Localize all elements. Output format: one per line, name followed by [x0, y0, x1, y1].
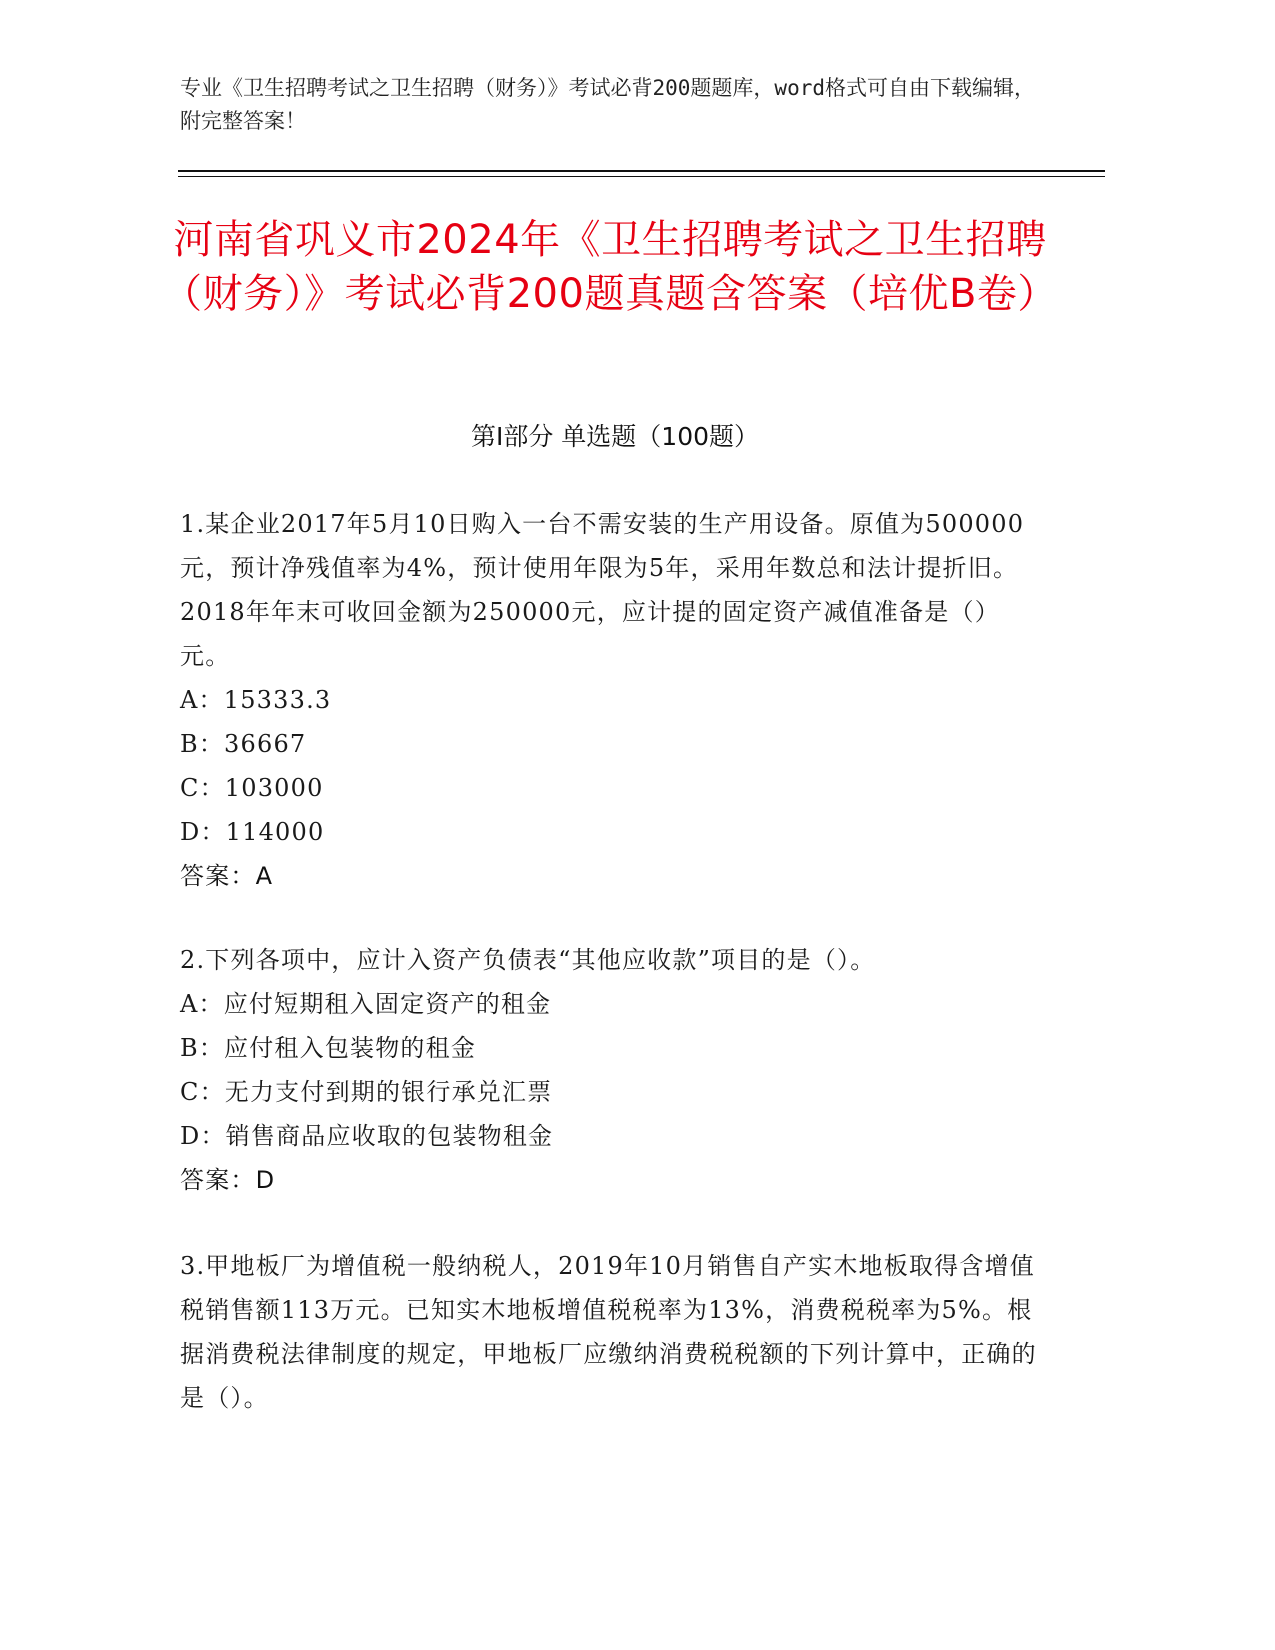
option-d: D：114000: [180, 818, 325, 846]
header-note: 专业《卫生招聘考试之卫生招聘（财务）》考试必背200题题库，word格式可自由下载编辑，附完整答案！: [180, 76, 1035, 133]
question-text: 1.某企业2017年5月10日购入一台不需安装的生产用设备。原值为500000元，预计净残值率为4%，预计使用年限为5年，采用年数总和法计提折旧。2018年年末可收回金额为250000元，应计提的固定资产减值准备是（）元。: [180, 510, 1025, 670]
question-1: [180, 502, 1050, 898]
document-title: 河南省巩义市2024年《卫生招聘考试之卫生招聘（财务）》考试必背200题真题含答案（培优B卷）: [162, 217, 1058, 317]
option-d: D：销售商品应收取的包装物租金: [180, 1122, 554, 1150]
question-2: [180, 938, 1050, 1202]
option-b: B：36667: [180, 730, 307, 758]
option-a: A：15333.3: [180, 686, 332, 714]
question-text: 3.甲地板厂为增值税一般纳税人，2019年10月销售自产实木地板取得含增值税销售额113万元。已知实木地板增值税税率为13%，消费税税率为5%。根据消费税法律制度的规定，甲地板厂应缴纳消费税税额的下列计算中，正确的是（）。: [180, 1252, 1037, 1412]
answer-line: 答案：D: [180, 1166, 276, 1194]
header-divider-thick: [178, 170, 1105, 172]
header-divider-thin: [178, 176, 1105, 177]
question-3: [180, 1244, 1050, 1420]
answer-line: 答案：A: [180, 862, 274, 890]
option-b: B：应付租入包装物的租金: [180, 1034, 477, 1062]
option-a: A：应付短期租入固定资产的租金: [180, 990, 552, 1018]
question-text: 2.下列各项中，应计入资产负债表“其他应收款”项目的是（）。: [180, 946, 876, 974]
option-c: C：103000: [180, 774, 324, 802]
section-heading: 第Ⅰ部分 单选题（100题）: [470, 422, 760, 451]
option-c: C：无力支付到期的银行承兑汇票: [180, 1078, 553, 1106]
